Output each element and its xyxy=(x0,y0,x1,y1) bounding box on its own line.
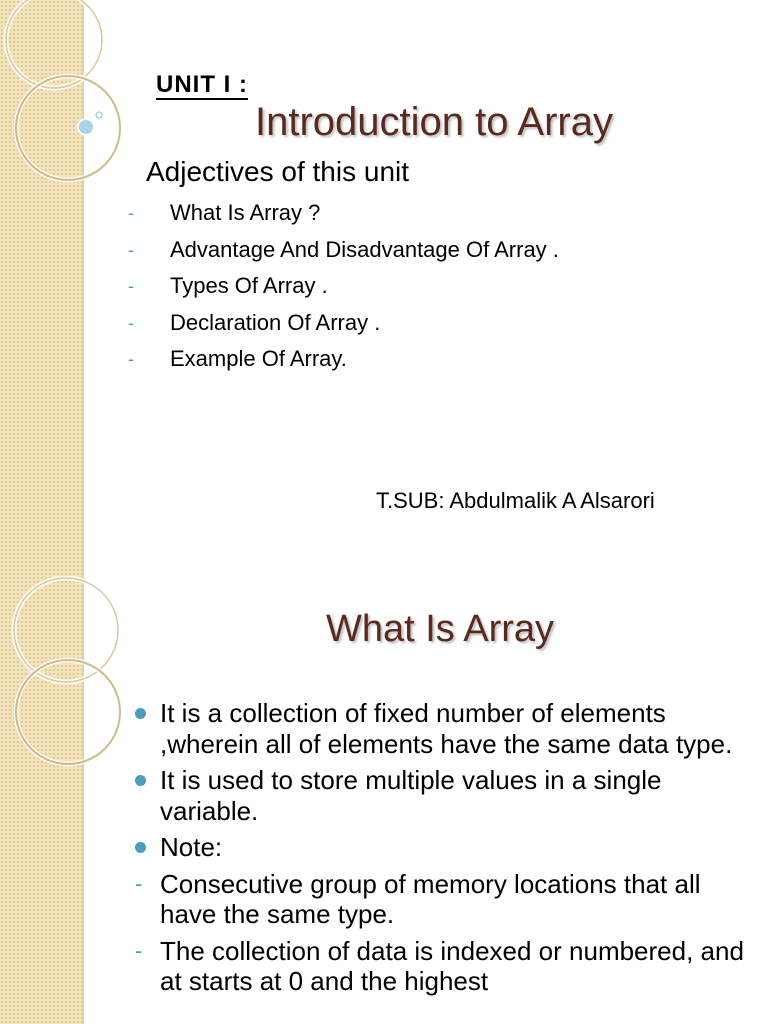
dash-marker: - xyxy=(128,203,134,223)
list-item xyxy=(128,235,559,272)
list-item xyxy=(132,698,752,759)
unit-label: UNIT I : xyxy=(156,71,248,98)
slide-2 xyxy=(0,576,768,1024)
list-item xyxy=(132,936,752,997)
list-item xyxy=(128,344,559,381)
list-item xyxy=(128,308,559,345)
dash-marker: - xyxy=(135,870,143,896)
bullet-icon xyxy=(135,842,146,853)
topic-text: Advantage And Disadvantage Of Array . xyxy=(170,236,559,262)
decorative-side-band xyxy=(0,0,84,576)
item-text: Note: xyxy=(160,832,223,862)
author-credit: T.SUB: Abdulmalik A Alsarori xyxy=(376,488,655,513)
list-item xyxy=(132,869,752,930)
dash-marker: - xyxy=(128,276,134,296)
bullet-icon xyxy=(135,708,146,719)
topic-text: What Is Array ? xyxy=(170,200,321,225)
topic-text: Declaration Of Array . xyxy=(170,309,381,335)
topic-text: Example Of Array. xyxy=(170,346,347,371)
topic-text: Types Of Array . xyxy=(170,273,328,298)
decorative-side-band xyxy=(0,576,84,1024)
slide-title: Introduction to Array xyxy=(255,100,613,144)
list-item xyxy=(128,271,559,308)
item-text: The collection of data is indexed or numbered, and at starts at 0 and the highest xyxy=(160,935,744,996)
dash-marker: - xyxy=(128,349,134,369)
item-text: It is used to store multiple values in a single variable. xyxy=(160,765,662,826)
dash-marker: - xyxy=(128,239,134,260)
section-subtitle: Adjectives of this unit xyxy=(146,156,410,187)
item-text: It is a collection of fixed number of elements ,wherein all of elements have the same data type. xyxy=(160,698,733,759)
item-text: Consecutive group of memory locations that all have the same type. xyxy=(160,868,701,929)
content-list xyxy=(132,698,752,1003)
bullet-icon xyxy=(135,775,146,786)
list-item xyxy=(132,765,752,826)
list-item xyxy=(132,832,752,863)
list-item xyxy=(128,198,559,235)
topics-list xyxy=(128,198,559,381)
slide-title: What Is Array xyxy=(325,608,555,650)
dash-marker: - xyxy=(128,312,134,333)
dash-marker: - xyxy=(135,937,143,963)
